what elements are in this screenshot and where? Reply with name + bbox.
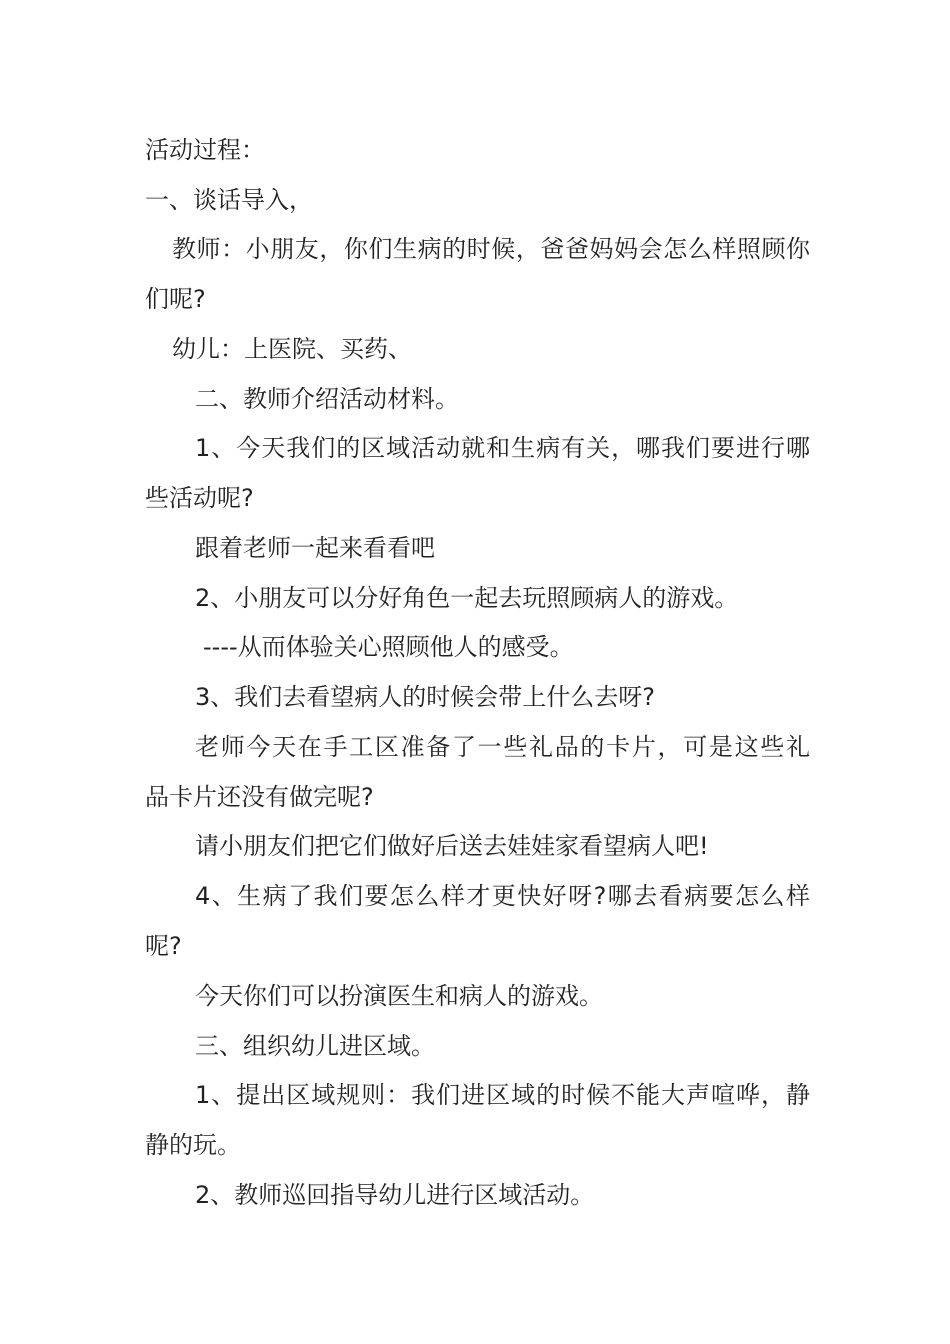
- paragraph-line: 1、提出区域规则：我们进区域的时候不能大声喧哗，静: [195, 1081, 810, 1109]
- step-heading-conversation: 一、谈话导入，: [145, 186, 313, 214]
- paragraph-line: 品卡片还没有做完呢?: [145, 783, 374, 811]
- paragraph-line: 1、今天我们的区域活动就和生病有关，哪我们要进行哪: [195, 434, 810, 462]
- section-heading-activity-process: 活动过程：: [145, 136, 265, 164]
- paragraph-line: 呢?: [145, 932, 182, 960]
- paragraph-line: 3、我们去看望病人的时候会带上什么去呀?: [195, 683, 656, 711]
- paragraph-line: 教师：小朋友，你们生病的时候，爸爸妈妈会怎么样照顾你: [172, 235, 810, 263]
- paragraph-line: 2、教师巡回指导幼儿进行区域活动。: [195, 1181, 595, 1209]
- paragraph-line: 请小朋友们把它们做好后送去娃娃家看望病人吧!: [195, 832, 709, 860]
- paragraph-line: 静的玩。: [145, 1131, 241, 1159]
- paragraph-line: 老师今天在手工区准备了一些礼品的卡片，可是这些礼: [195, 733, 810, 761]
- paragraph-line: 4、生病了我们要怎么样才更快好呀?哪去看病要怎么样: [195, 882, 810, 910]
- paragraph-line: 今天你们可以扮演医生和病人的游戏。: [195, 982, 603, 1010]
- paragraph-line: 些活动呢?: [145, 484, 254, 512]
- step-heading-organize: 三、组织幼儿进区域。: [195, 1032, 435, 1060]
- paragraph-line: 们呢?: [145, 285, 206, 313]
- paragraph-line: 跟着老师一起来看看吧: [195, 534, 435, 562]
- step-heading-materials: 二、教师介绍活动材料。: [195, 385, 459, 413]
- paragraph-line: 幼儿：上医院、买药、: [172, 335, 412, 363]
- paragraph-line: ----从而体验关心照顾他人的感受。: [203, 633, 574, 661]
- paragraph-line: 2、小朋友可以分好角色一起去玩照顾病人的游戏。: [195, 584, 739, 612]
